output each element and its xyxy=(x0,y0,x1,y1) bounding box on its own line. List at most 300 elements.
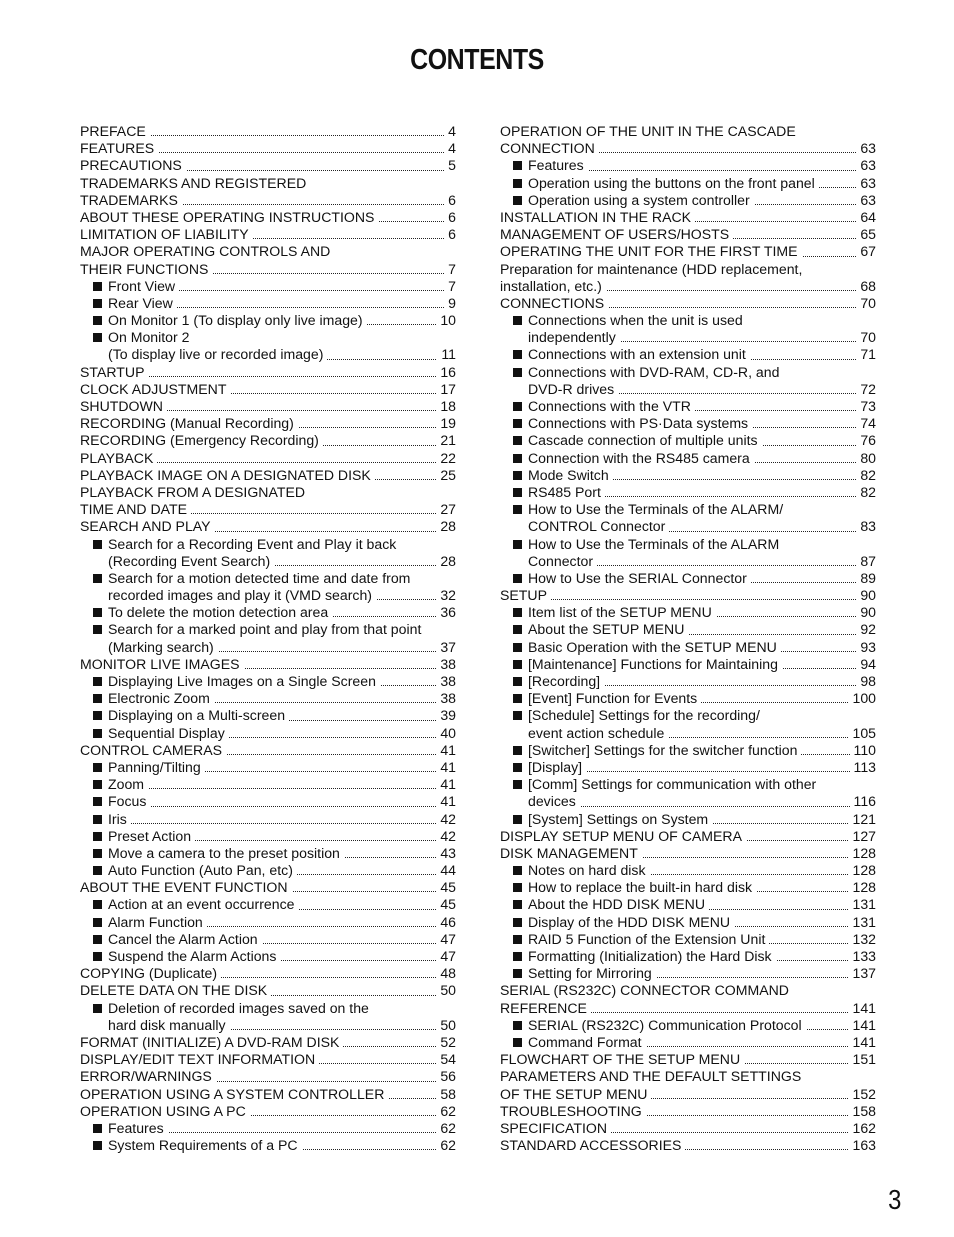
square-bullet-icon xyxy=(513,161,522,170)
toc-entry[interactable] xyxy=(80,123,456,140)
toc-entry-page: 87 xyxy=(856,553,876,570)
page-number: 3 xyxy=(888,1184,902,1215)
toc-entry-text: TRADEMARKS xyxy=(80,191,178,208)
toc-entry-page: 127 xyxy=(848,828,876,845)
toc-entry[interactable] xyxy=(80,845,456,862)
toc-entry[interactable] xyxy=(80,501,456,518)
toc-entry[interactable] xyxy=(500,862,876,879)
square-bullet-icon xyxy=(93,763,102,772)
toc-entry-page: 6 xyxy=(444,192,456,209)
square-bullet-icon xyxy=(93,316,102,325)
toc-entry[interactable] xyxy=(80,896,456,913)
toc-entry-title xyxy=(93,570,414,586)
toc-entry[interactable] xyxy=(80,175,456,192)
toc-entry[interactable] xyxy=(80,982,456,999)
toc-entry-page: 6 xyxy=(444,209,456,226)
toc-entry-page: 38 xyxy=(436,673,456,690)
toc-entry[interactable] xyxy=(500,1068,876,1085)
toc-entry-text: Front View xyxy=(108,277,176,294)
toc-entry[interactable] xyxy=(80,587,456,604)
square-bullet-icon xyxy=(513,625,522,634)
toc-entry-text: (Marking search) xyxy=(108,638,214,655)
toc-entry-title xyxy=(108,639,218,655)
square-bullet-icon xyxy=(513,608,522,617)
square-bullet-icon xyxy=(93,625,102,634)
toc-entry[interactable] xyxy=(500,639,876,656)
toc-entry[interactable] xyxy=(500,776,876,793)
toc-entry-page: 82 xyxy=(856,467,876,484)
toc-entry-title xyxy=(513,1034,646,1050)
toc-entry-page: 158 xyxy=(848,1103,876,1120)
toc-entry-page: 41 xyxy=(436,759,456,776)
toc-entry-title xyxy=(93,536,400,552)
toc-entry[interactable] xyxy=(500,553,876,570)
toc-entry[interactable] xyxy=(500,621,876,638)
toc-entry[interactable] xyxy=(80,879,456,896)
toc-entry-title xyxy=(93,1120,168,1136)
toc-entry[interactable] xyxy=(80,329,456,346)
toc-entry[interactable] xyxy=(500,1120,876,1137)
toc-entry[interactable] xyxy=(80,450,456,467)
toc-entry-title xyxy=(80,432,323,448)
toc-entry-page: 141 xyxy=(848,1034,876,1051)
toc-entry[interactable] xyxy=(80,553,456,570)
toc-entry[interactable] xyxy=(80,948,456,965)
toc-entry[interactable] xyxy=(500,209,876,226)
toc-entry-title xyxy=(93,278,179,294)
toc-entry[interactable] xyxy=(80,811,456,828)
toc-entry[interactable] xyxy=(500,432,876,449)
toc-entry-title xyxy=(528,793,580,809)
toc-entry[interactable] xyxy=(500,931,876,948)
toc-entry-page: 151 xyxy=(848,1051,876,1068)
toc-entry[interactable] xyxy=(80,467,456,484)
toc-entry-page: 43 xyxy=(436,845,456,862)
square-bullet-icon xyxy=(513,368,522,377)
square-bullet-icon xyxy=(513,883,522,892)
toc-entry[interactable] xyxy=(80,484,456,501)
toc-entry[interactable] xyxy=(80,157,456,174)
toc-entry-title xyxy=(513,192,754,208)
toc-entry-title xyxy=(513,759,586,775)
toc-entry-text: Notes on hard disk xyxy=(528,862,646,879)
toc-entry-title xyxy=(500,278,606,294)
toc-entry[interactable] xyxy=(500,415,876,432)
toc-entry[interactable] xyxy=(80,415,456,432)
toc-entry-page: 46 xyxy=(436,914,456,931)
toc-entry[interactable] xyxy=(500,467,876,484)
square-bullet-icon xyxy=(93,574,102,583)
toc-entry[interactable] xyxy=(500,811,876,828)
toc-entry-page: 47 xyxy=(436,948,456,965)
toc-entry[interactable] xyxy=(500,759,876,776)
toc-entry-title xyxy=(93,862,297,878)
toc-entry-text: CONNECTIONS xyxy=(500,294,605,311)
toc-entry-page: 62 xyxy=(436,1137,456,1154)
toc-entry[interactable] xyxy=(500,536,876,553)
toc-entry-text: STANDARD ACCESSORIES xyxy=(500,1137,682,1154)
toc-entry-text: PARAMETERS AND THE DEFAULT SETTINGS xyxy=(500,1068,802,1085)
toc-entry[interactable] xyxy=(500,879,876,896)
toc-entry-title xyxy=(80,192,182,208)
toc-entry[interactable] xyxy=(80,1034,456,1051)
square-bullet-icon xyxy=(513,900,522,909)
toc-entry-text: FLOWCHART OF THE SETUP MENU xyxy=(500,1051,741,1068)
toc-entry-text: CONNECTION xyxy=(500,140,595,157)
square-bullet-icon xyxy=(513,935,522,944)
toc-entry-title xyxy=(108,587,376,603)
toc-entry-text: Display of the HDD DISK MENU xyxy=(528,913,731,930)
toc-entry[interactable] xyxy=(80,295,456,312)
toc-entry-page: 17 xyxy=(436,381,456,398)
toc-entry-title xyxy=(513,639,781,655)
toc-entry[interactable] xyxy=(500,914,876,931)
toc-entry-page: 133 xyxy=(848,948,876,965)
toc-entry[interactable] xyxy=(80,1137,456,1154)
toc-entry-page: 64 xyxy=(856,209,876,226)
toc-entry-text: FEATURES xyxy=(80,140,155,157)
toc-entry-title xyxy=(80,261,212,277)
toc-entry-page: 16 xyxy=(436,364,456,381)
toc-entry-text: TROUBLESHOOTING xyxy=(500,1102,642,1119)
toc-entry-text: [Maintenance] Functions for Maintaining xyxy=(528,655,778,672)
toc-entry-title xyxy=(500,828,746,844)
toc-entry-title xyxy=(513,896,709,912)
toc-entry-page: 44 xyxy=(436,862,456,879)
toc-entry[interactable] xyxy=(80,243,456,260)
toc-entry-text: Mode Switch xyxy=(528,466,609,483)
toc-entry-page: 18 xyxy=(436,398,456,415)
toc-entry-title xyxy=(80,157,186,173)
toc-entry[interactable] xyxy=(80,398,456,415)
square-bullet-icon xyxy=(513,643,522,652)
toc-entry-title xyxy=(93,793,150,809)
toc-entry-text: OPERATING THE UNIT FOR THE FIRST TIME xyxy=(500,243,798,260)
toc-entry[interactable] xyxy=(80,1103,456,1120)
toc-entry[interactable] xyxy=(500,896,876,913)
toc-entry[interactable] xyxy=(80,690,456,707)
toc-entry-page: 128 xyxy=(848,845,876,862)
toc-entry[interactable] xyxy=(80,725,456,742)
toc-entry[interactable] xyxy=(80,1086,456,1103)
toc-entry-text: Electronic Zoom xyxy=(108,690,210,707)
toc-entry-page: 41 xyxy=(436,793,456,810)
toc-entry-title xyxy=(93,295,177,311)
toc-entry[interactable] xyxy=(500,656,876,673)
toc-entry-title xyxy=(513,536,783,552)
toc-entry-page: 52 xyxy=(436,1034,456,1051)
toc-entry[interactable] xyxy=(500,828,876,845)
toc-entry[interactable] xyxy=(80,604,456,621)
toc-entry[interactable] xyxy=(80,364,456,381)
toc-entry[interactable] xyxy=(80,518,456,535)
toc-entry-text: Action at an event occurrence xyxy=(108,896,295,913)
toc-entry[interactable] xyxy=(80,621,456,638)
toc-entry[interactable] xyxy=(80,1068,456,1085)
toc-entry-text: DISPLAY/EDIT TEXT INFORMATION xyxy=(80,1051,316,1068)
toc-entry[interactable] xyxy=(500,261,876,278)
toc-entry[interactable] xyxy=(80,536,456,553)
toc-entry[interactable] xyxy=(80,931,456,948)
toc-entry-text: devices xyxy=(528,793,576,810)
toc-entry-title xyxy=(80,381,230,397)
toc-entry-title xyxy=(93,828,195,844)
toc-entry-text: ABOUT THE EVENT FUNCTION xyxy=(80,879,288,896)
toc-entry-title xyxy=(80,226,253,242)
toc-entry-text: DVD-R drives xyxy=(528,380,615,397)
toc-entry-text: On Monitor 2 xyxy=(108,329,190,346)
toc-entry[interactable] xyxy=(500,346,876,363)
toc-entry-text: STARTUP xyxy=(80,363,145,380)
toc-entry[interactable] xyxy=(500,982,876,999)
toc-entry[interactable] xyxy=(500,398,876,415)
toc-entry-page: 128 xyxy=(848,879,876,896)
toc-entry[interactable] xyxy=(500,192,876,209)
toc-entry-page: 54 xyxy=(436,1051,456,1068)
toc-entry[interactable] xyxy=(500,707,876,724)
toc-entry[interactable] xyxy=(500,1137,876,1154)
toc-entry-title xyxy=(500,1103,646,1119)
toc-entry[interactable] xyxy=(80,1000,456,1017)
toc-entry-text: OPERATION USING A PC xyxy=(80,1102,246,1119)
toc-entry-title xyxy=(513,467,613,483)
toc-entry-text: Cancel the Alarm Action xyxy=(108,930,258,947)
toc-entry[interactable] xyxy=(500,948,876,965)
toc-entry[interactable] xyxy=(80,673,456,690)
toc-entry[interactable] xyxy=(500,278,876,295)
toc-entry-page: 113 xyxy=(850,759,876,776)
toc-entry[interactable] xyxy=(500,364,876,381)
toc-entry-title xyxy=(80,398,167,414)
toc-entry[interactable] xyxy=(80,639,456,656)
toc-entry-title xyxy=(513,811,712,827)
toc-entry[interactable] xyxy=(500,673,876,690)
toc-entry[interactable] xyxy=(500,1051,876,1068)
toc-entry-text: How to Use the SERIAL Connector xyxy=(528,569,747,586)
toc-entry[interactable] xyxy=(500,587,876,604)
toc-entry-title xyxy=(513,312,747,328)
toc-entry[interactable] xyxy=(80,261,456,278)
toc-entry-title xyxy=(80,879,292,895)
toc-entry-title xyxy=(513,931,769,947)
square-bullet-icon xyxy=(513,471,522,480)
toc-entry-text: Basic Operation with the SETUP MENU xyxy=(528,638,777,655)
toc-entry[interactable] xyxy=(500,123,876,140)
toc-entry[interactable] xyxy=(80,278,456,295)
toc-entry-title xyxy=(80,1103,250,1119)
toc-entry[interactable] xyxy=(80,226,456,243)
toc-entry-text: SPECIFICATION xyxy=(500,1119,608,1136)
square-bullet-icon xyxy=(93,540,102,549)
toc-entry[interactable] xyxy=(80,192,456,209)
toc-entry-text: [Event] Function for Events xyxy=(528,690,698,707)
toc-entry[interactable] xyxy=(80,1051,456,1068)
toc-entry-title xyxy=(528,381,618,397)
toc-entry[interactable] xyxy=(500,725,876,742)
toc-entry-text: PRECAUTIONS xyxy=(80,157,182,174)
square-bullet-icon xyxy=(93,797,102,806)
toc-entry-title xyxy=(528,725,668,741)
toc-entry-text: How to Use the Terminals of the ALARM xyxy=(528,535,780,552)
toc-entry[interactable] xyxy=(500,518,876,535)
toc-entry-title xyxy=(513,157,588,173)
toc-entry-title xyxy=(80,656,244,672)
toc-entry[interactable] xyxy=(80,742,456,759)
toc-entry[interactable] xyxy=(80,1017,456,1034)
square-bullet-icon xyxy=(93,1141,102,1150)
toc-entry[interactable] xyxy=(500,570,876,587)
toc-entry[interactable] xyxy=(500,845,876,862)
toc-entry-page: 131 xyxy=(848,914,876,931)
toc-entry-text: Formatting (Initialization) the Hard Disk xyxy=(528,948,772,964)
toc-entry-title xyxy=(513,948,776,964)
toc-entry-text: TRADEMARKS AND REGISTERED xyxy=(80,174,307,191)
toc-entry-page: 7 xyxy=(444,278,456,295)
square-bullet-icon xyxy=(513,763,522,772)
toc-entry-page: 74 xyxy=(856,415,876,432)
toc-entry-text: On Monitor 1 (To display only live image) xyxy=(108,312,363,329)
toc-entry[interactable] xyxy=(500,450,876,467)
square-bullet-icon xyxy=(513,694,522,703)
toc-entry-page: 62 xyxy=(436,1103,456,1120)
toc-entry[interactable] xyxy=(500,157,876,174)
toc-entry-text: TIME AND DATE xyxy=(80,501,188,518)
toc-entry-title xyxy=(500,295,608,311)
toc-entry[interactable] xyxy=(500,484,876,501)
toc-entry[interactable] xyxy=(500,1000,876,1017)
toc-entry-text: Search for a Recording Event and Play it back xyxy=(108,535,397,552)
toc-entry-text: Suspend the Alarm Actions xyxy=(108,948,277,964)
toc-entry[interactable] xyxy=(80,828,456,845)
toc-entry[interactable] xyxy=(80,381,456,398)
toc-entry-title xyxy=(513,175,819,191)
toc-entry-title xyxy=(513,501,787,517)
toc-entry[interactable] xyxy=(80,759,456,776)
toc-entry[interactable] xyxy=(500,1034,876,1051)
toc-entry[interactable] xyxy=(500,690,876,707)
toc-entry[interactable] xyxy=(80,793,456,810)
toc-entry-title xyxy=(80,450,157,466)
square-bullet-icon xyxy=(93,849,102,858)
toc-entry[interactable] xyxy=(80,140,456,157)
toc-entry-title xyxy=(80,243,334,259)
square-bullet-icon xyxy=(513,454,522,463)
toc-entry-page: 116 xyxy=(850,793,876,810)
toc-entry[interactable] xyxy=(80,1120,456,1137)
toc-entry[interactable] xyxy=(500,140,876,157)
toc-entry[interactable] xyxy=(500,1086,876,1103)
toc-entry-text: SERIAL (RS232C) Communication Protocol xyxy=(528,1016,802,1033)
toc-entry-page: 27 xyxy=(436,501,456,518)
square-bullet-icon xyxy=(513,488,522,497)
toc-entry[interactable] xyxy=(80,707,456,724)
toc-entry-text: Move a camera to the preset position xyxy=(108,844,340,861)
toc-entry-text: COPYING (Duplicate) xyxy=(80,965,218,982)
toc-entry-text: THEIR FUNCTIONS xyxy=(80,260,209,277)
toc-entry[interactable] xyxy=(500,295,876,312)
toc-entry[interactable] xyxy=(80,570,456,587)
toc-entry[interactable] xyxy=(80,965,456,982)
toc-entry[interactable] xyxy=(80,656,456,673)
toc-entry[interactable] xyxy=(80,776,456,793)
square-bullet-icon xyxy=(513,540,522,549)
toc-entry-text: Rear View xyxy=(108,294,173,311)
toc-entry-title xyxy=(513,742,801,758)
toc-entry[interactable] xyxy=(80,346,456,363)
square-bullet-icon xyxy=(513,316,522,325)
toc-entry[interactable] xyxy=(80,209,456,226)
toc-entry-text: [Comm] Settings for communication with other xyxy=(528,776,817,793)
square-bullet-icon xyxy=(513,918,522,927)
toc-entry-page: 50 xyxy=(436,982,456,999)
toc-entry-page: 21 xyxy=(436,432,456,449)
toc-entry[interactable] xyxy=(80,862,456,879)
toc-entry-text: PLAYBACK xyxy=(80,449,154,466)
toc-entry-title xyxy=(513,776,820,792)
toc-entry-text: Deletion of recorded images saved on the xyxy=(108,999,369,1016)
toc-entry-page: 42 xyxy=(436,828,456,845)
toc-entry[interactable] xyxy=(500,1017,876,1034)
toc-entry[interactable] xyxy=(500,175,876,192)
square-bullet-icon xyxy=(513,746,522,755)
toc-entry-title xyxy=(93,621,425,637)
toc-entry-title xyxy=(500,123,800,139)
square-bullet-icon xyxy=(93,780,102,789)
toc-entry[interactable] xyxy=(80,432,456,449)
toc-entry-title xyxy=(93,811,131,827)
toc-entry[interactable] xyxy=(500,226,876,243)
toc-entry-text: RAID 5 Function of the Extension Unit xyxy=(528,930,766,947)
toc-entry-title xyxy=(80,742,226,758)
toc-entry-text: PLAYBACK IMAGE ON A DESIGNATED DISK xyxy=(80,466,371,483)
toc-entry[interactable] xyxy=(80,312,456,329)
square-bullet-icon xyxy=(93,608,102,617)
toc-entry[interactable] xyxy=(500,243,876,260)
toc-entry[interactable] xyxy=(500,381,876,398)
toc-entry-text: [System] Settings on System xyxy=(528,810,709,827)
toc-entry[interactable] xyxy=(500,329,876,346)
toc-entry[interactable] xyxy=(500,793,876,810)
square-bullet-icon xyxy=(513,419,522,428)
toc-entry-title xyxy=(500,1086,651,1102)
square-bullet-icon xyxy=(513,350,522,359)
toc-entry[interactable] xyxy=(500,1103,876,1120)
toc-entry-page: 70 xyxy=(856,329,876,346)
toc-entry-page: 72 xyxy=(856,381,876,398)
toc-entry-title xyxy=(93,312,367,328)
toc-entry-page: 98 xyxy=(856,673,876,690)
toc-entry-title xyxy=(513,621,688,637)
toc-entry-page: 38 xyxy=(436,656,456,673)
toc-entry[interactable] xyxy=(500,965,876,982)
toc-entry-text: CLOCK ADJUSTMENT xyxy=(80,380,227,397)
toc-entry[interactable] xyxy=(500,742,876,759)
toc-entry-title xyxy=(513,965,656,981)
toc-entry[interactable] xyxy=(500,604,876,621)
toc-entry-text: SETUP xyxy=(500,587,547,604)
toc-entry-text: event action schedule xyxy=(528,724,665,741)
toc-entry[interactable] xyxy=(80,914,456,931)
toc-entry[interactable] xyxy=(500,501,876,518)
toc-entry-text: OF THE SETUP MENU xyxy=(500,1085,648,1102)
square-bullet-icon xyxy=(513,402,522,411)
toc-entry-title xyxy=(513,656,782,672)
toc-entry-text: Preparation for maintenance (HDD replacement, xyxy=(500,260,803,277)
toc-entry-title xyxy=(93,707,289,723)
toc-entry[interactable] xyxy=(500,312,876,329)
toc-entry-text: CONTROL CAMERAS xyxy=(80,741,222,758)
toc-entry-text: [Recording] xyxy=(528,673,601,689)
